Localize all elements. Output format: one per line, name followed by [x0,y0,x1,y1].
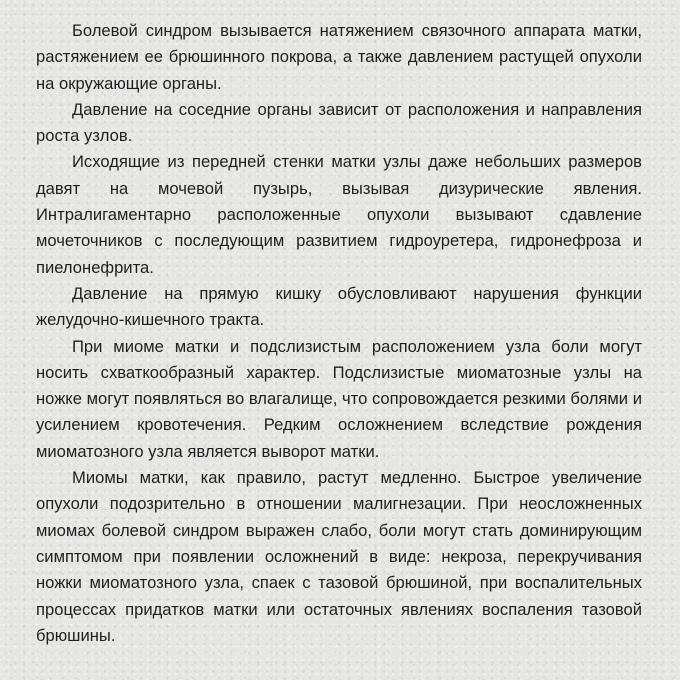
paragraph-growth-complications: Миомы матки, как правило, растут медленно. Быстрое увеличение опухоли подозрительно в отношении малигнезации. При неосложненных миомах болевой синдром выражен слабо, боли могут стать доминирующим симптомом при появлении осложнений в виде: некроза, перекручивания ножки миоматозного узла, спаек с тазовой брюшиной, при воспалительных процессах придатков матки или остаточных явлениях воспаления тазовой брюшины. [36,468,642,645]
paragraph-submucous-node: При миоме матки и подслизистым расположением узла боли могут носить схваткообразный характер. Подслизистые миоматозные узлы на ножке могут появляться во влагалище, что сопровождается резкими болями и усилением кровотечения. Редким осложнением вследствие рождения миоматозного узла является выворот матки. [36,336,642,461]
paragraph-bladder-ureters: Исходящие из передней стенки матки узлы даже небольших размеров давят на мочевой пузырь, вызывая дизурические явления. Интралигаментарно расположенные опухоли вызывают сдавление мочеточников с последующим развитием гидроуретера, гидронефроза и пиелонефрита. [36,152,642,277]
paragraph-pain-syndrome: Болевой синдром вызывается натяжением связочного аппарата матки, растяжением ее брюшинного покрова, а также давлением растущей опухоли на окружающие органы. [36,21,642,93]
paragraph-rectum: Давление на прямую кишку обусловливают нарушения функции желудочно-кишечного тракта. [36,283,642,330]
paragraph-pressure-neighbors: Давление на соседние органы зависит от расположения и направления роста узлов. [36,99,642,146]
text-body [36,18,642,649]
